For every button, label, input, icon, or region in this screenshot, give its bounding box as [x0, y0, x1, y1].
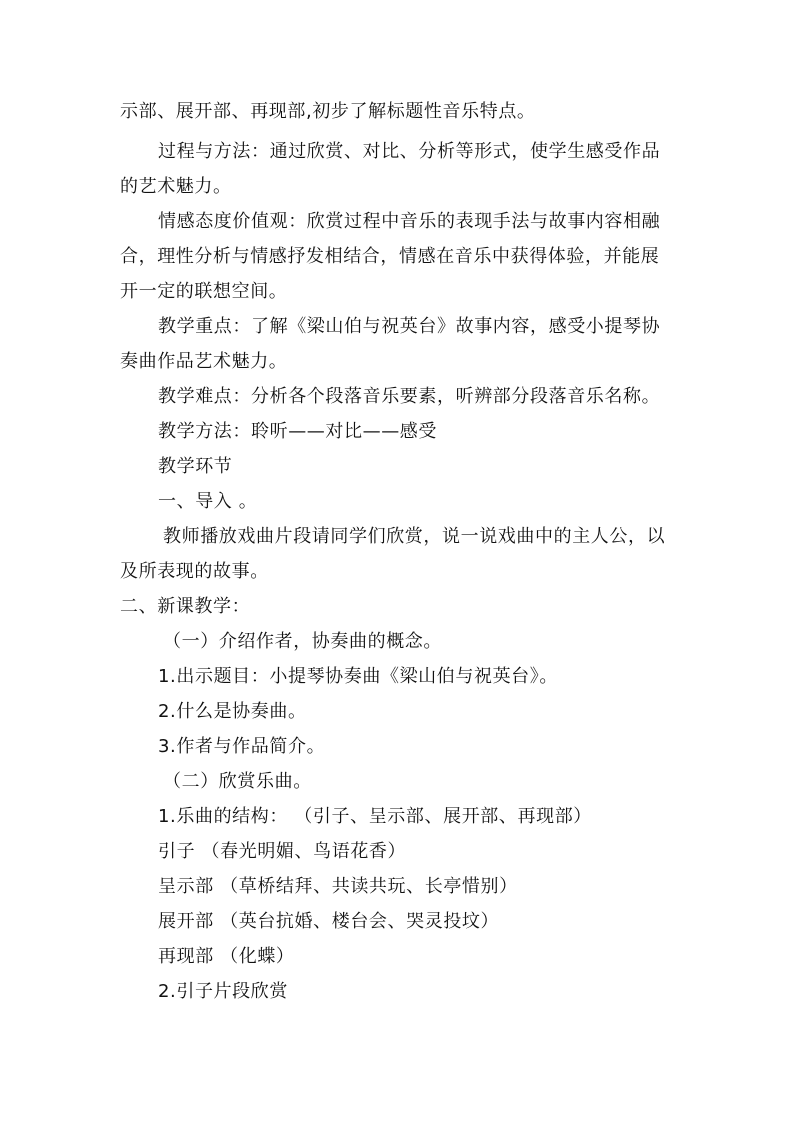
text-line-12: 一、导入 。 [158, 491, 258, 512]
text-line-17: 1.出示题目：小提琴协奏曲《梁山伯与祝英台》。 [158, 666, 558, 687]
text-line-6: 开一定的联想空间。 [120, 281, 288, 302]
text-line-3: 的艺术魅力。 [120, 176, 232, 197]
text-line-21: 1.乐曲的结构： （引子、呈示部、展开部、再现部） [158, 806, 592, 827]
text-line-19: 3.作者与作品简介。 [158, 736, 326, 757]
text-line-14: 及所表现的故事。 [120, 561, 269, 582]
text-line-20: （二）欣赏乐曲。 [163, 771, 312, 792]
text-line-13: 教师播放戏曲片段请同学们欣赏，说一说戏曲中的主人公，以 [163, 526, 666, 547]
text-line-7: 教学重点：了解《梁山伯与祝英台》故事内容，感受小提琴协 [158, 316, 661, 337]
text-line-5: 合，理性分析与情感抒发相结合，情感在音乐中获得体验，并能展 [120, 246, 660, 267]
text-line-24: 展开部 （英台抗婚、楼台会、哭灵投坟） [158, 911, 500, 932]
text-line-4: 情感态度价值观：欣赏过程中音乐的表现手法与故事内容相融 [158, 211, 661, 232]
text-line-1: 示部、展开部、再现部,初步了解标题性音乐特点。 [120, 101, 536, 122]
text-line-23: 呈示部 （草桥结拜、共读共玩、长亭惜别） [158, 876, 518, 897]
text-line-18: 2.什么是协奏曲。 [158, 701, 307, 722]
text-line-9: 教学难点：分析各个段落音乐要素，听辨部分段落音乐名称。 [158, 386, 661, 407]
text-line-22: 引子 （春光明媚、鸟语花香） [158, 841, 407, 862]
text-line-15: 二、新课教学： [120, 596, 251, 617]
text-line-16: （一）介绍作者，协奏曲的概念。 [163, 631, 442, 652]
text-line-10: 教学方法：聆听——对比——感受 [158, 421, 437, 442]
text-line-25: 再现部 （化蝶） [158, 946, 295, 967]
text-line-11: 教学环节 [158, 456, 233, 477]
text-line-2: 过程与方法：通过欣赏、对比、分析等形式，使学生感受作品 [158, 141, 661, 162]
text-line-26: 2.引子片段欣赏 [158, 981, 288, 1002]
text-line-8: 奏曲作品艺术魅力。 [120, 351, 288, 372]
